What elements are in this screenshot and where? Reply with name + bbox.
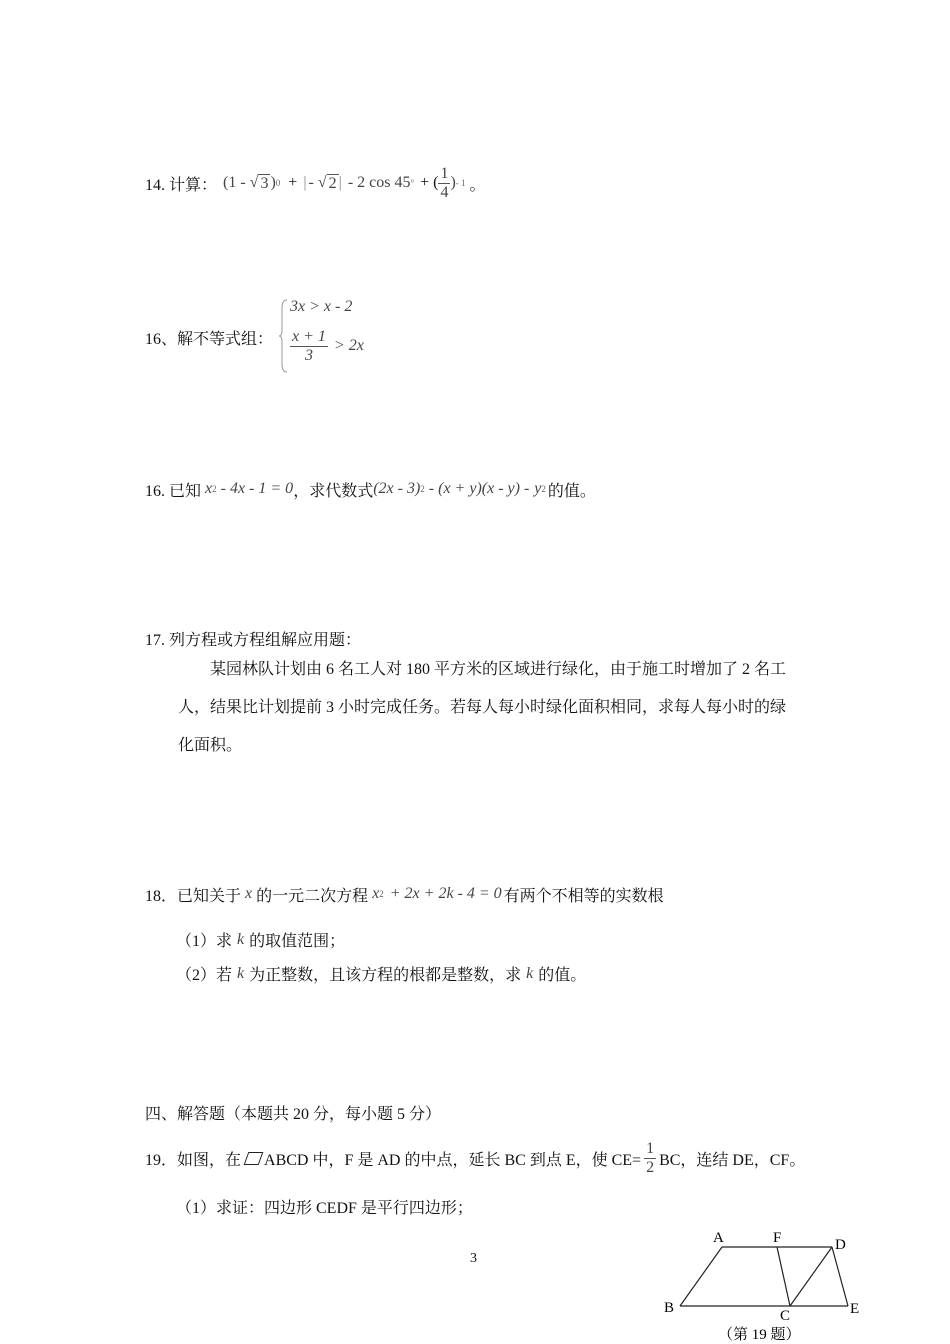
p14-fraction xyxy=(438,165,450,201)
p16a-fraction xyxy=(290,328,328,364)
p14-part2: ) xyxy=(270,174,276,191)
p14-part1: (1 - xyxy=(223,174,246,191)
p18-q2-post: 的值。 xyxy=(538,967,587,984)
p18-pre: 18．已知关于 xyxy=(145,887,242,905)
p18-q1-pre: （1）求 xyxy=(176,933,233,950)
p19-fraction xyxy=(644,1140,656,1176)
p16a-line2-rest: > 2x xyxy=(333,337,364,355)
p16a-frac-den: 3 xyxy=(304,346,313,364)
sqrt-symbol-2: √ xyxy=(317,174,327,191)
label-A: A xyxy=(713,1230,724,1246)
p19-post: BC，连结 DE，CF。 xyxy=(659,1151,806,1169)
p14-end: 。 xyxy=(469,176,486,194)
label-E: E xyxy=(850,1301,860,1317)
p18-var-x: x xyxy=(245,885,253,902)
label-B: B xyxy=(664,1300,675,1316)
p18-q1-post: 的取值范围； xyxy=(249,933,346,950)
segment-DC xyxy=(790,1247,832,1306)
problem-16a-label: 16、解不等式组： xyxy=(145,331,274,348)
figure-19 xyxy=(660,1225,870,1344)
problem-18 xyxy=(145,882,664,906)
p14-exp-neg1: - 1 xyxy=(455,178,466,188)
problem-17-title: 17. 列方程或方程组解应用题： xyxy=(145,632,362,649)
p14-part4: - xyxy=(308,174,314,191)
p19-frac-den: 2 xyxy=(646,1158,655,1176)
label-F: F xyxy=(773,1230,782,1246)
segment-FC xyxy=(777,1247,790,1306)
problem-17-line-2: 人，结果比计划提前 3 小时完成任务。若每人每小时绿化面积相同，求每人每小时的绿 xyxy=(178,699,787,716)
segment-AB xyxy=(680,1247,722,1306)
page-number: 3 xyxy=(470,1251,477,1266)
problem-14-label: 14. 计算： xyxy=(145,176,218,194)
label-C: C xyxy=(780,1308,791,1324)
p18-eq-x: x xyxy=(372,885,380,902)
abs-bar-right: | xyxy=(338,174,342,191)
p16b-eq1-a: x xyxy=(205,480,213,497)
p16b-expr-y: y xyxy=(534,480,542,497)
p16a-line2 xyxy=(290,328,364,364)
p16a-frac-num: x + 1 xyxy=(292,328,326,345)
abs-bar-left: | xyxy=(303,174,307,191)
p16b-expr-yexp: 2 xyxy=(541,484,546,494)
p16b-mid: ，求代数式 xyxy=(293,482,374,500)
p14-sqrt2: 2 xyxy=(328,174,337,192)
label-D: D xyxy=(835,1237,846,1253)
problem-17-line-1: 某园林队计划由 6 名工人对 180 平方米的区域进行绿化，由于施工时增加了 2 名工 xyxy=(210,661,787,678)
sqrt-symbol: √ xyxy=(249,174,259,191)
p19-mid: ABCD 中，F 是 AD 的中点，延长 BC 到点 E，使 CE= xyxy=(264,1151,642,1169)
p16b-eq1-exp: 2 xyxy=(212,484,217,494)
section-4-heading: 四、解答题（本题共 20 分，每小题 5 分） xyxy=(145,1106,442,1123)
p19-frac-num: 1 xyxy=(646,1139,655,1157)
problem-18-q1 xyxy=(176,928,345,951)
problem-16-algebra xyxy=(145,478,596,500)
problem-14 xyxy=(145,163,486,203)
p16b-expr-b: - (x + y)(x - y) - xyxy=(428,480,530,497)
figure-caption: （第 19 题） xyxy=(718,1327,801,1343)
p16b-expr-exp: 2 xyxy=(420,484,425,494)
p16b-end: 的值。 xyxy=(547,482,596,500)
p14-frac-num: 1 xyxy=(440,164,449,182)
segment-DE xyxy=(832,1247,848,1306)
p19-pre: 19．如图，在 xyxy=(145,1151,242,1169)
p16b-eq1-b: - 4x - 1 = 0 xyxy=(220,480,294,497)
p18-mid1: 的一元二次方程 xyxy=(256,887,369,905)
p14-sqrt3: 3 xyxy=(260,174,269,192)
parallelogram-icon xyxy=(244,1152,264,1165)
p18-q2-mid: 为正整数，且该方程的根都是整数，求 xyxy=(249,967,522,984)
problem-19-q1: （1）求证：四边形 CEDF 是平行四边形； xyxy=(176,1200,473,1217)
problem-19 xyxy=(145,1136,805,1180)
p18-q1-k: k xyxy=(237,930,245,948)
p14-part6: + ( xyxy=(420,174,439,191)
problem-17-line-3: 化面积。 xyxy=(178,737,243,754)
p18-q2-k2: k xyxy=(526,964,534,982)
brace-icon xyxy=(279,298,289,374)
p18-q2-k: k xyxy=(237,964,245,982)
p16b-expr-a: (2x - 3) xyxy=(373,480,421,497)
p14-part3: + xyxy=(288,174,298,191)
p18-eq-exp: 2 xyxy=(379,889,384,899)
problem-18-q2 xyxy=(176,962,586,985)
p18-q2-pre: （2）若 xyxy=(176,967,233,984)
p14-exp0: 0 xyxy=(275,178,281,188)
p14-frac-den: 4 xyxy=(440,183,449,201)
p18-post: 有两个不相等的实数根 xyxy=(503,887,664,905)
p14-deg: ° xyxy=(410,178,415,188)
p18-eq-rest: + 2x + 2k - 4 = 0 xyxy=(389,885,502,902)
p14-part7: ) xyxy=(450,174,456,191)
p16a-line1: 3x > x - 2 xyxy=(290,298,353,315)
p16b-label: 16. 已知 xyxy=(145,482,202,500)
p14-part5: - 2 cos 45 xyxy=(347,174,411,191)
